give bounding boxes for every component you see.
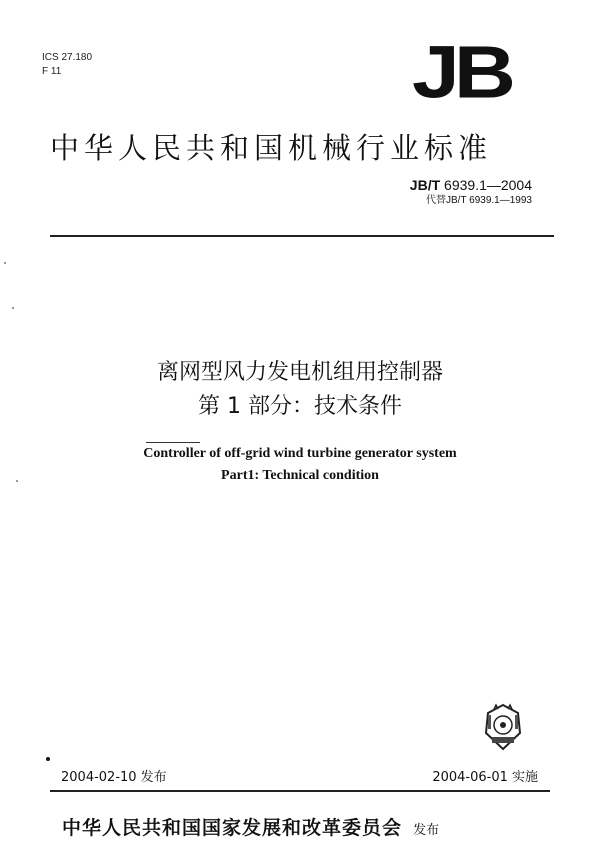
jb-logo-text: JB xyxy=(412,31,510,114)
header-divider xyxy=(50,235,554,237)
english-title-line-1: Controller of off-grid wind turbine generator system xyxy=(143,446,457,461)
chinese-title xyxy=(90,356,510,424)
scan-speck xyxy=(16,480,18,482)
ics-code: ICS 27.180 xyxy=(42,52,93,63)
margin-dot xyxy=(46,757,50,761)
issue-date: 2004-02-10 发布 xyxy=(61,770,167,785)
scan-speck xyxy=(4,262,6,264)
classification-codes xyxy=(42,51,92,79)
chinese-title-line-2: 第 1 部分：技术条件 xyxy=(198,394,402,419)
implementation-date: 2004-06-01 实施 xyxy=(432,770,538,785)
issuer-organization: 中华人民共和国国家发展和改革委员会 xyxy=(62,817,403,839)
replaces-standard: 代替JB/T 6939.1—1993 xyxy=(426,195,532,206)
standard-number-block xyxy=(410,176,532,208)
chinese-title-line-1: 离网型风力发电机组用控制器 xyxy=(156,360,443,385)
english-title xyxy=(100,443,500,487)
ccs-code: F 11 xyxy=(42,66,62,77)
jb-logo xyxy=(412,31,524,116)
seal-emblem-icon xyxy=(482,703,524,751)
english-title-line-2: Part1: Technical condition xyxy=(221,468,379,483)
footer-divider xyxy=(50,790,550,792)
issuer-action: 发布 xyxy=(413,823,440,838)
standard-number xyxy=(410,176,532,194)
standard-prefix: JB/T xyxy=(409,177,441,193)
standard-number-value: 6939.1—2004 xyxy=(444,177,532,193)
scan-speck xyxy=(12,307,14,309)
issuer-line xyxy=(62,813,562,840)
standard-category-title: 中华人民共和国机械行业标准 xyxy=(50,131,493,165)
